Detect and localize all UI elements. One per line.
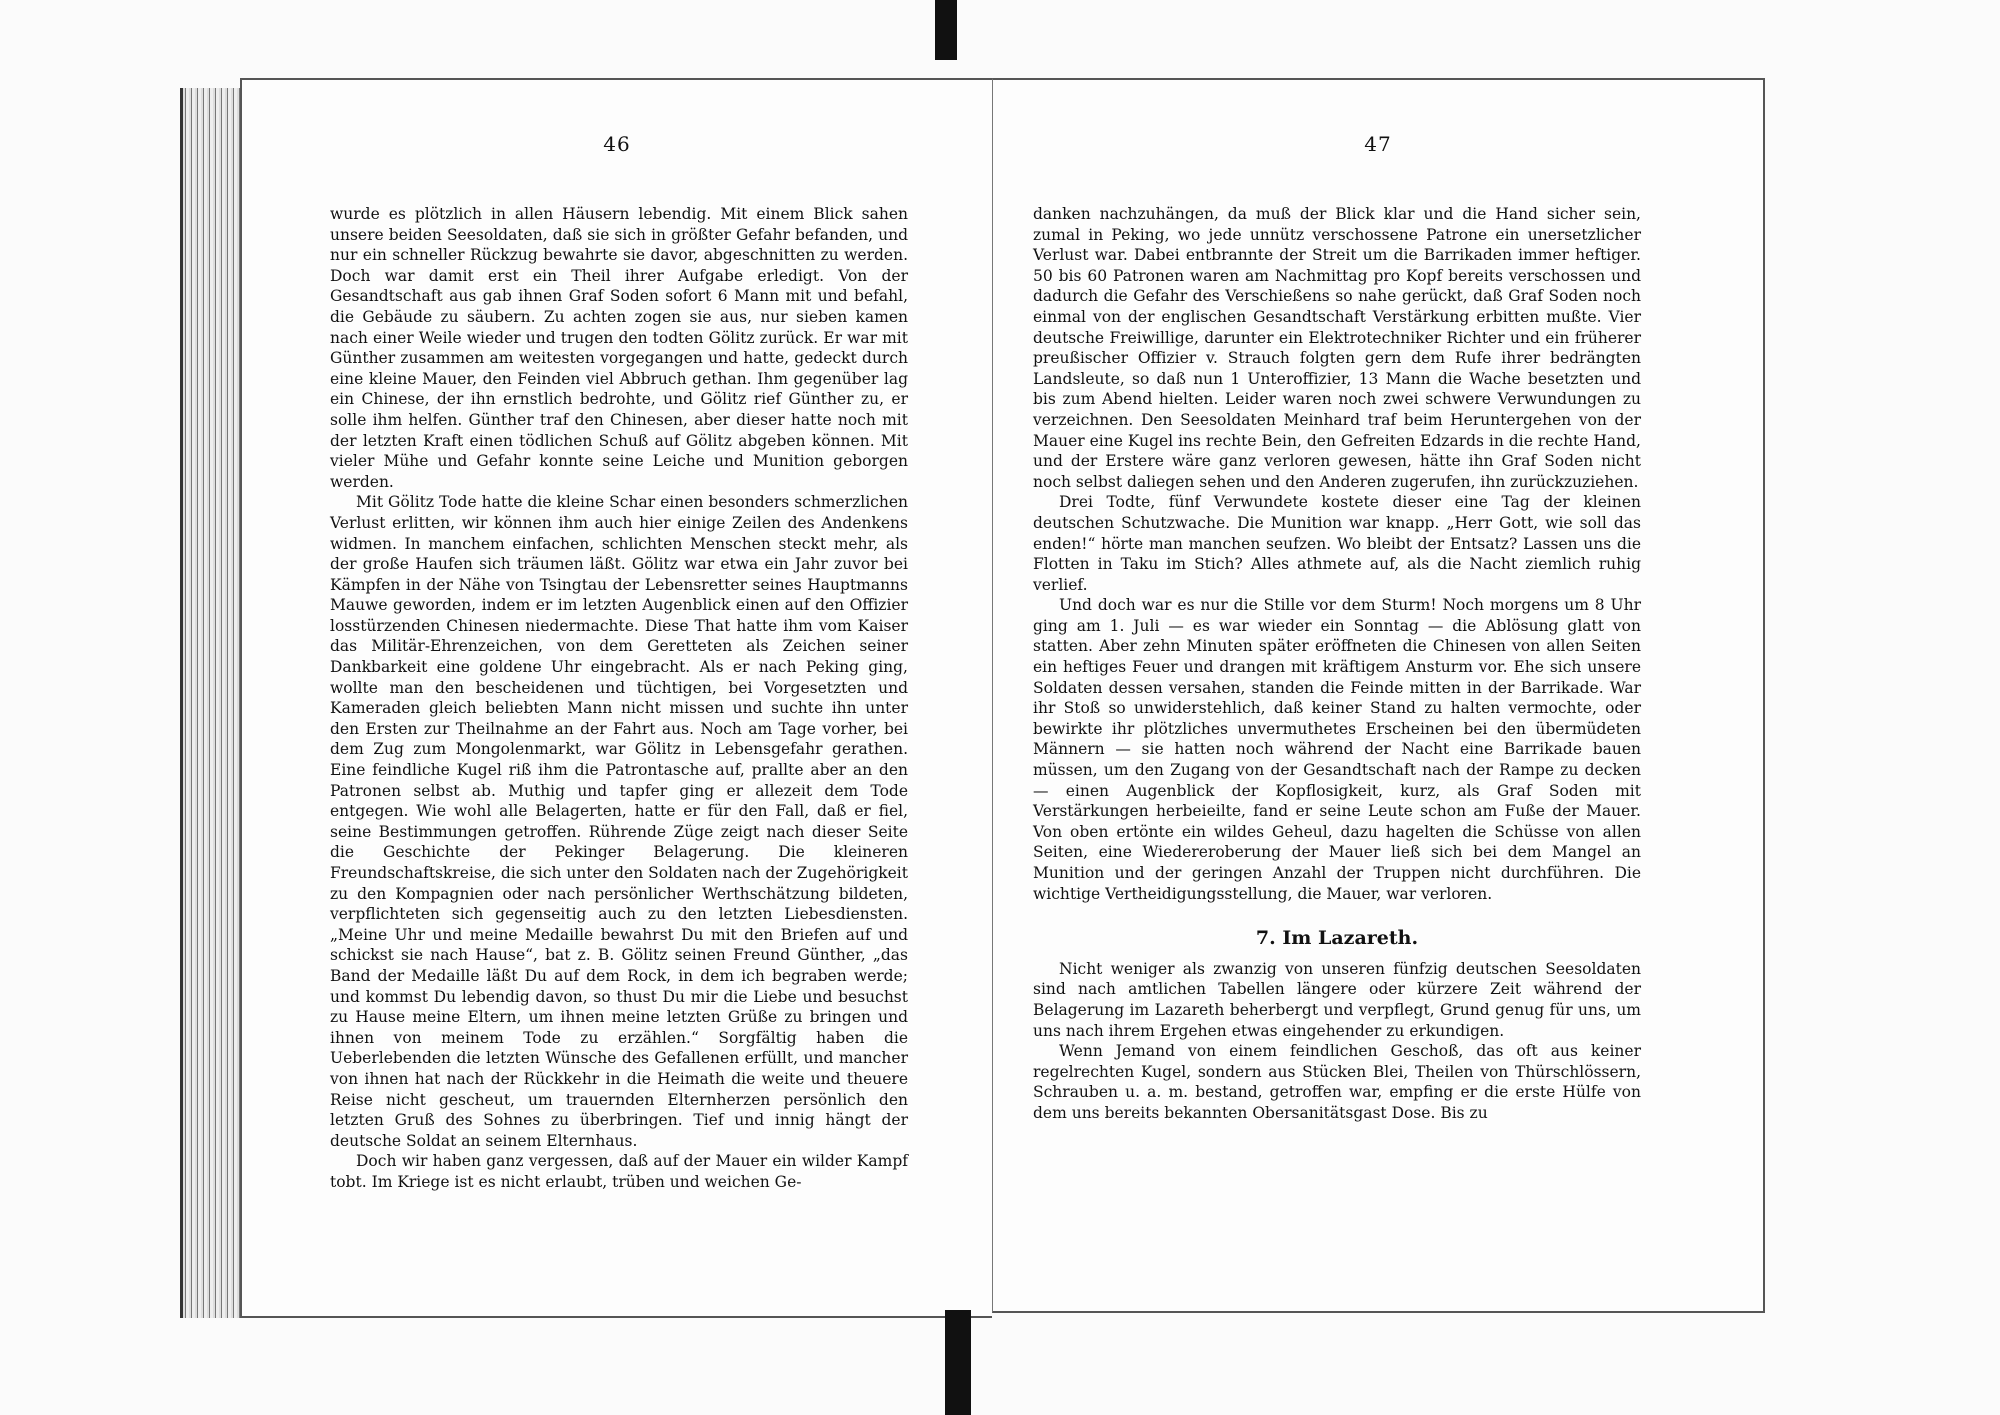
paragraph: Drei Todte, fünf Verwundete kostete dieser eine Tag der kleinen deutschen Schutzwache. Die Munition war knapp. „Herr Gott, wie soll das enden!“ hörte man manchen seufzen. Wo bleibt der Entsatz? Lassen uns die Flotten in Taku im Stich? Alles athmete auf, als die Nacht ziemlich ruhig verlief. bbox=[1033, 493, 1641, 594]
paragraph: Doch wir haben ganz vergessen, daß auf der Mauer ein wilder Kampf tobt. Im Kriege ist es nicht erlaubt, trüben und weichen Ge- bbox=[330, 1152, 908, 1191]
gutter-shadow-bottom bbox=[945, 1310, 971, 1415]
paragraph: wurde es plötzlich in allen Häusern lebendig. Mit einem Blick sahen unsere beiden Seesoldaten, daß sie sich in größter Gefahr befanden, und nur ein schneller Rückzug bewahrte sie davor, abgeschnitten zu werden. Doch war damit erst ein Theil ihrer Aufgabe erledigt. Von der Gesandtschaft aus gab ihnen Graf Soden sofort 6 Mann mit und befahl, die Gebäude zu säubern. Zu achten zogen sie aus, nur sieben kamen nach einer Weile wieder und trugen den todten Gölitz zurück. Er war mit Günther zusammen am weitesten vorgegangen und hatte, gedeckt durch eine kleine Mauer, den Feinden viel Abbruch gethan. Ihm gegenüber lag ein Chinese, der ihn ernstlich bedrohte, und Gölitz rief Günther zu, er solle ihm helfen. Günther traf den Chinesen, aber dieser hatte noch mit der letzten Kraft einen tödlichen Schuß auf Gölitz abgeben können. Mit vieler Mühe und Gefahr konnte seine Leiche und Munition geborgen werden. bbox=[330, 205, 908, 491]
paragraph: danken nachzuhängen, da muß der Blick klar und die Hand sicher sein, zumal in Peking, wo jede unnütz verschossene Patrone ein unersetzlicher Verlust war. Dabei entbrannte der Streit um die Barrikaden immer heftiger. 50 bis 60 Patronen waren am Nachmittag pro Kopf bereits verschossen und dadurch die Gefahr des Verschießens so nahe gerückt, daß Graf Soden noch einmal von der englischen Gesandtschaft Verstärkung erbitten mußte. Vier deutsche Freiwillige, darunter ein Elektrotechniker Richter und ein früherer preußischer Offizier v. Strauch folgten gern dem Rufe ihrer bedrängten Landsleute, so daß nun 1 Unteroffizier, 13 Mann die Wache besetzten und bis zum Abend hielten. Leider waren noch zwei schwere Verwundungen zu verzeichnen. Den Seesoldaten Meinhard traf beim Heruntergehen von der Mauer eine Kugel ins rechte Bein, den Gefreiten Edzards in die rechte Hand, und der Erstere wäre ganz verloren gewesen, hätte ihn Graf Soden nicht noch selbst daliegen sehen und den Anderen zugerufen, ihn zurückzuziehen. bbox=[1033, 205, 1641, 491]
paragraph: Und doch war es nur die Stille vor dem Sturm! Noch morgens um 8 Uhr ging am 1. Juli — es war wieder ein Sonntag — die Ablösung glatt von statten. Aber zehn Minuten später eröffneten die Chinesen von allen Seiten ein heftiges Feuer und drangen mit kräftigem Ansturm vor. Ehe sich unsere Soldaten dessen versahen, standen die Feinde mitten in der Barrikade. War ihr Stoß so unwiderstehlich, daß keiner Stand zu halten vermochte, oder bewirkte ihr plötzliches unvermuthetes Erscheinen bei den übermüdeten Männern — sie hatten noch während der Nacht eine Barrikade bauen müssen, um den Zugang von der Gesandtschaft nach der Rampe zu decken — einen Augenblick der Kopflosigkeit, kurz, als Graf Soden mit Verstärkungen herbeieilte, fand er seine Leute schon am Fuße der Mauer. Von oben ertönte ein wildes Geheul, dazu hagelten die Schüsse von allen Seiten, eine Wiedereroberung der Mauer ließ sich bei dem Mangel an Munition und der geringen Anzahl der Truppen nicht durchführen. Die wichtige Vertheidigungsstellung, die Mauer, war verloren. bbox=[1033, 596, 1641, 903]
left-page-text bbox=[330, 204, 908, 1193]
paragraph: Wenn Jemand von einem feindlichen Geschoß, das oft aus keiner regelrechten Kugel, sondern aus Stücken Blei, Theilen von Thürschlössern, Schrauben u. a. m. bestand, getroffen war, empfing er die erste Hülfe von dem uns bereits bekannten Obersanitätsgast Dose. Bis zu bbox=[1033, 1042, 1641, 1122]
open-book bbox=[180, 78, 1765, 1323]
left-page bbox=[240, 78, 992, 1318]
chapter-heading: 7. Im Lazareth. bbox=[1255, 927, 1419, 950]
paragraph: Mit Gölitz Tode hatte die kleine Schar einen besonders schmerzlichen Verlust erlitten, wir können ihm auch hier einige Zeilen des Andenkens widmen. In manchem einfachen, schlichten Menschen steckt mehr, als der große Haufen sich träumen läßt. Gölitz war etwa ein Jahr zuvor bei Kämpfen in der Nähe von Tsingtau der Lebensretter seines Hauptmanns Mauwe geworden, indem er im letzten Augenblick einen auf den Offizier losstürzenden Chinesen niedermachte. Diese That hatte ihm vom Kaiser das Militär-Ehrenzeichen, von dem Geretteten als Zeichen seiner Dankbarkeit eine goldene Uhr eingebracht. Als er nach Peking ging, wollte man den bescheidenen und tüchtigen, bei Vorgesetzten und Kameraden gleich beliebten Mann nicht missen und suchte ihn unter den Ersten zur Theilnahme an der Fahrt aus. Noch am Tage vorher, bei dem Zug zum Mongolenmarkt, war Gölitz in Lebensgefahr gerathen. Eine feindliche Kugel riß ihm die Patrontasche auf, prallte aber an den Patronen selbst ab. Muthig und tapfer ging er allezeit dem Tode entgegen. Wie wohl alle Belagerten, hatte er für den Fall, daß er fiel, seine Bestimmungen getroffen. Rührende Züge zeigt nach dieser Seite die Geschichte der Pekinger Belagerung. Die kleineren Freundschaftskreise, die sich unter den Soldaten nach der Zugehörigkeit zu den Kompagnien oder nach persönlicher Werthschätzung bildeten, verpflichteten sich gegenseitig auch zu den letzten Liebesdiensten. „Meine Uhr und meine Medaille bewahrst Du mit den Briefen auf und schickst sie nach Hause“, bat z. B. Gölitz seinen Freund Günther, „das Band der Medaille läßt Du auf dem Rock, in dem ich begraben werde; und kommst Du lebendig davon, so thust Du mir die Liebe und besuchst zu Hause meine Eltern, um ihnen meine letzten Grüße zu bringen und ihnen von meinem Tode zu erzählen.“ Sorgfältig haben die Ueberlebenden die letzten Wünsche des Gefallenen erfüllt, und mancher von ihnen hat nach der Rückkehr in die Heimath die weite und theuere Reise nicht gescheut, um trauernden Elternherzen persönlich den letzten Gruß des Sohnes zu überbringen. Tief und innig hängt der deutsche Soldat an seinem Elternhaus. bbox=[330, 493, 908, 1150]
gutter-shadow-top bbox=[935, 0, 957, 60]
paragraph: Nicht weniger als zwanzig von unseren fünfzig deutschen Seesoldaten sind nach amtlichen Tabellen längere oder kürzere Zeit während der Belagerung im Lazareth beherbergt und verpflegt, Grund genug für uns, um uns nach ihrem Ergehen etwas eingehender zu erkundigen. bbox=[1033, 959, 1641, 1040]
right-page-number: 47 bbox=[1364, 132, 1392, 156]
right-page bbox=[992, 78, 1765, 1313]
left-page-number: 46 bbox=[603, 132, 631, 156]
right-page-text bbox=[1033, 204, 1641, 1124]
